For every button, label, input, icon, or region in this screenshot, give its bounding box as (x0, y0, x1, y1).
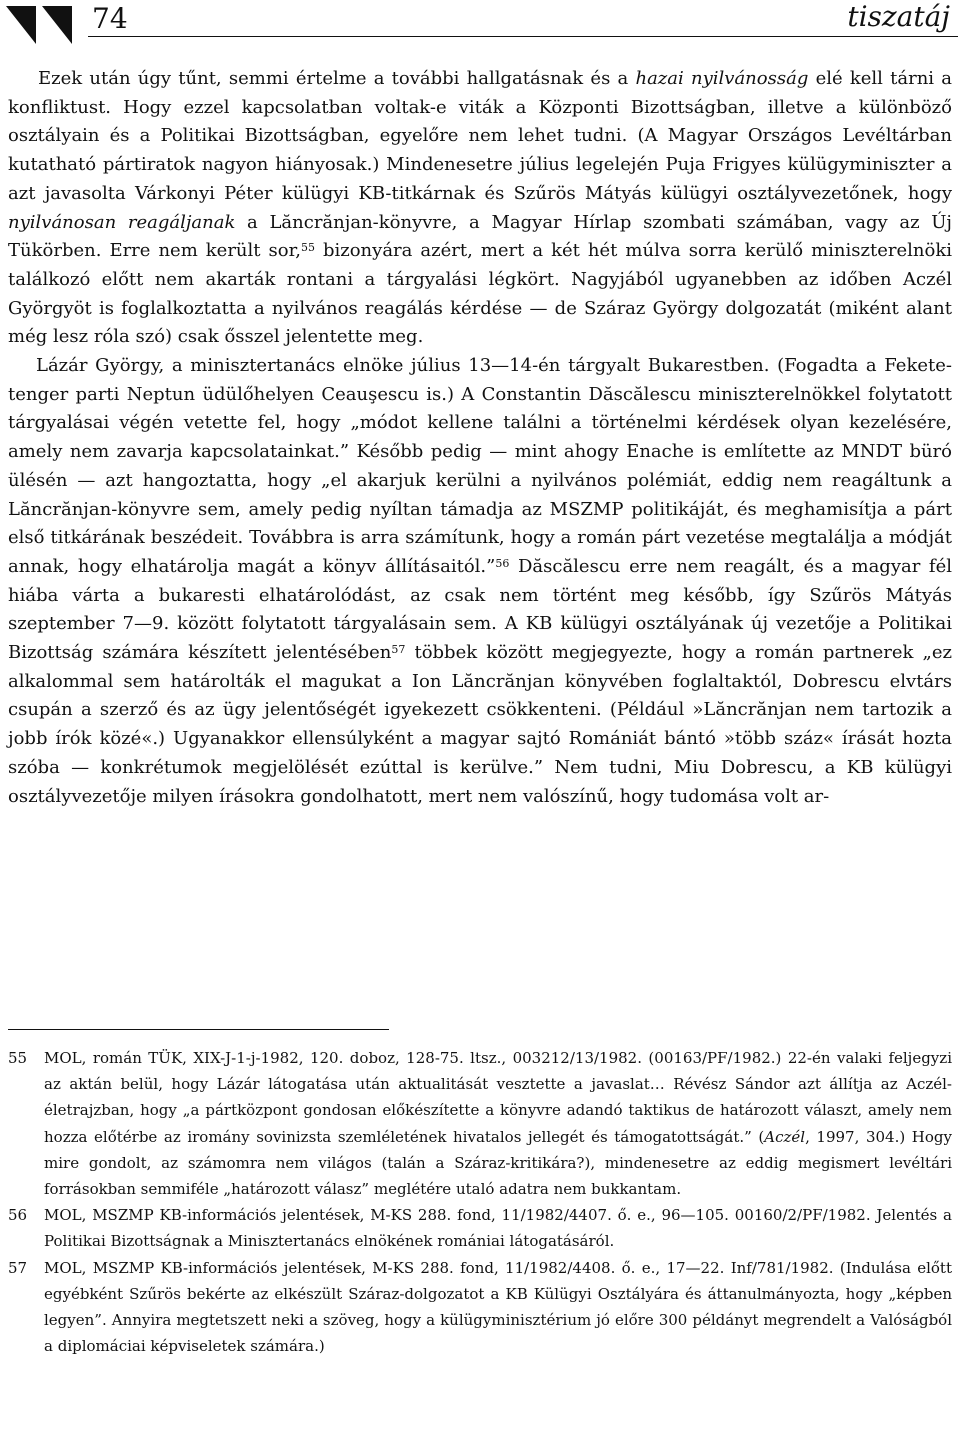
header-rule (88, 36, 958, 37)
footnote-number: 55 (8, 1049, 28, 1067)
text-run: bizonyára azért, mert a két hét múlva sorra kerülő miniszterelnöki találkozó előtt nem akarták rontani a tárgyalási légkört. Nagyjából ugyanebben az időben Aczél Györgyöt is foglalkoztatta a nyilvános reagálás kérdése — de Száraz György dolgozatát (miként alant még lesz róla szó) csak ősszel jelentette meg. (8, 240, 952, 348)
emphasis-text: nyilvánosan reagáljanak (8, 211, 236, 233)
text-run: , 1997, 304.) Hogy mire gondolt, az számomra nem világos (talán a Száraz-kritikára?), mindenesetre az eddig megismert levéltári forrásokban semmiféle „határozott válasz” meglétére utaló adatra nem bukkantam. (44, 1127, 952, 1199)
text-run: elé kell tárni a konfliktust. Hogy ezzel kapcsolatban voltak-e viták a Központi Bizottságban, illetve a különböző osztályain és a Politikai Bizottságban, egyelőre nem lehet tudni. (A Magyar Országos Levéltárban kutatható pártiratok nagyon hiányosak.) Mindenesetre július legelején Puja Frigyes külügyminiszter a azt javasolta Várkonyi Péter külügyi KB-titkárnak és Szűrös Mátyás külügyi osztályvezetőnek, hogy (8, 68, 953, 204)
footnote (8, 1202, 952, 1254)
footnote-ref: 56 (495, 556, 510, 570)
emphasis-text: Aczél (764, 1127, 806, 1146)
text-run: Ezek után úgy tűnt, semmi értelme a további hallgatásnak és a (38, 68, 636, 89)
text-run: MOL, MSZMP KB-információs jelentések, M-KS 288. fond, 11/1982/4407. ő. e., 96—105. 00160/2/PF/1982. Jelentés a Politikai Bizottságnak a Minisztertanács elnökének romániai látogatásáról. (44, 1206, 952, 1251)
footnote-number: 57 (8, 1258, 28, 1277)
footnote (8, 1045, 952, 1202)
footnote-ref: 57 (391, 643, 406, 657)
text-run: Lázár György, a minisztertanács elnöke július 13—14-én tárgyalt Bukarestben. (Fogadta a Fekete-tenger parti Neptun üdülőhelyen Ceauşescu is.) A Constantin Dăscălescu miniszterelnökkel folytatott tárgyalásai végén vetette fel, hogy „módot kellene találni a történelmi kérdések olyan kezelésére, amely nem zavarja kapcsolatainkat.” Később pedig — mint ahogy Enache is említette az MNDT büró ülésén — azt hangoztatta, hogy „el akarjuk kerülni a nyilvános polémiát, eddig nem reagáltunk a Lăncrănjan-könyvre sem, amely pedig nyíltan támadja az MSZMP politikáját, és meghamisítja a párt első titkárának beszédeit. Továbbra is arra számítunk, hogy a román párt vezetése megtalálja a módját annak, hogy elhatárolja magát a könyv állításaitól.” (8, 355, 952, 577)
text-run: MOL, MSZMP KB-információs jelentések, M-KS 288. fond, 11/1982/4408. ő. e., 17—22. Inf/781/1982. (Indulása előtt egyébként Szűrös bekérte az elkészült Száraz-dolgozatot a KB Külügyi Osztályára és áttanulmányozta, hogy „képben legyen”. Annyira megtetszett neki a szöveg, hogy a külügyminisztérium jó előre 300 példányt megrendelt a Valóságból a diplomáciai képviseletek számára.) (44, 1258, 952, 1356)
text-run: Dăscălescu erre nem reagált, és a magyar fél hiába várta a bukaresti elhatárolódást, az csak nem történt meg később, így Szűrös Mátyás szeptember 7—9. között folytatott tárgyalásain sem. A KB külügyi osztályának új vezetője a Politikai Bizottság számára készített jelentésében (8, 555, 953, 664)
page-number: 74 (92, 2, 128, 35)
double-chevron-logo-icon (6, 6, 78, 44)
text-run: a Lăncrănjan-könyvre, a Magyar Hírlap szombati számában, vagy az Új Tükörben. Erre nem került sor, (8, 211, 952, 262)
footnote-number: 56 (8, 1206, 28, 1225)
footnote-ref: 55 (300, 241, 315, 255)
footnotes (8, 1045, 952, 1359)
journal-title: tiszatáj (847, 0, 950, 33)
main-text (8, 65, 952, 811)
paragraph (8, 352, 952, 811)
paragraph (8, 65, 952, 352)
footnote-separator (8, 1029, 389, 1030)
text-run: többek között megjegyezte, hogy a román partnerek „ez alkalommal sem határolták el magukat a Ion Lăncrănjan könyvében foglaltaktól, Dobrescu elvtárs csupán a szerző és az ügy jelentőségét igyekezett csökkenteni. (Például »Lăncrănjan nem tartozik a jobb írók közé«.) Ugyanakkor ellensúlyként a magyar sajtó Romániát bántó »több száz« írását hozta szóba — konkrétumok megjelölését ezúttal is kerülve.” Nem tudni, Miu Dobrescu, a KB külügyi osztályvezetője milyen írásokra gondolhatott, mert nem valószínű, hogy tudomása volt ar- (8, 642, 953, 807)
text-run: MOL, román TÜK, XIX-J-1-j-1982, 120. doboz, 128-75. ltsz., 003212/13/1982. (00163/PF/1982.) 22-én valaki feljegyzi az aktán belül, hogy Lázár látogatása után aktualitását vesztette a javaslat… Révész Sándor azt állítja az Aczél-életrajzban, hogy „a pártközpont gondosan előkészítette a könyvre adandó taktikus de határozott választ, amely nem hozza előtérbe az iromány sovinizsta szemléletének hivatalos jellegét és támogatottságát.” ( (44, 1049, 952, 1146)
page-header (0, 0, 960, 48)
footnote (8, 1255, 952, 1360)
emphasis-text: hazai nyilvánosság (635, 68, 809, 89)
